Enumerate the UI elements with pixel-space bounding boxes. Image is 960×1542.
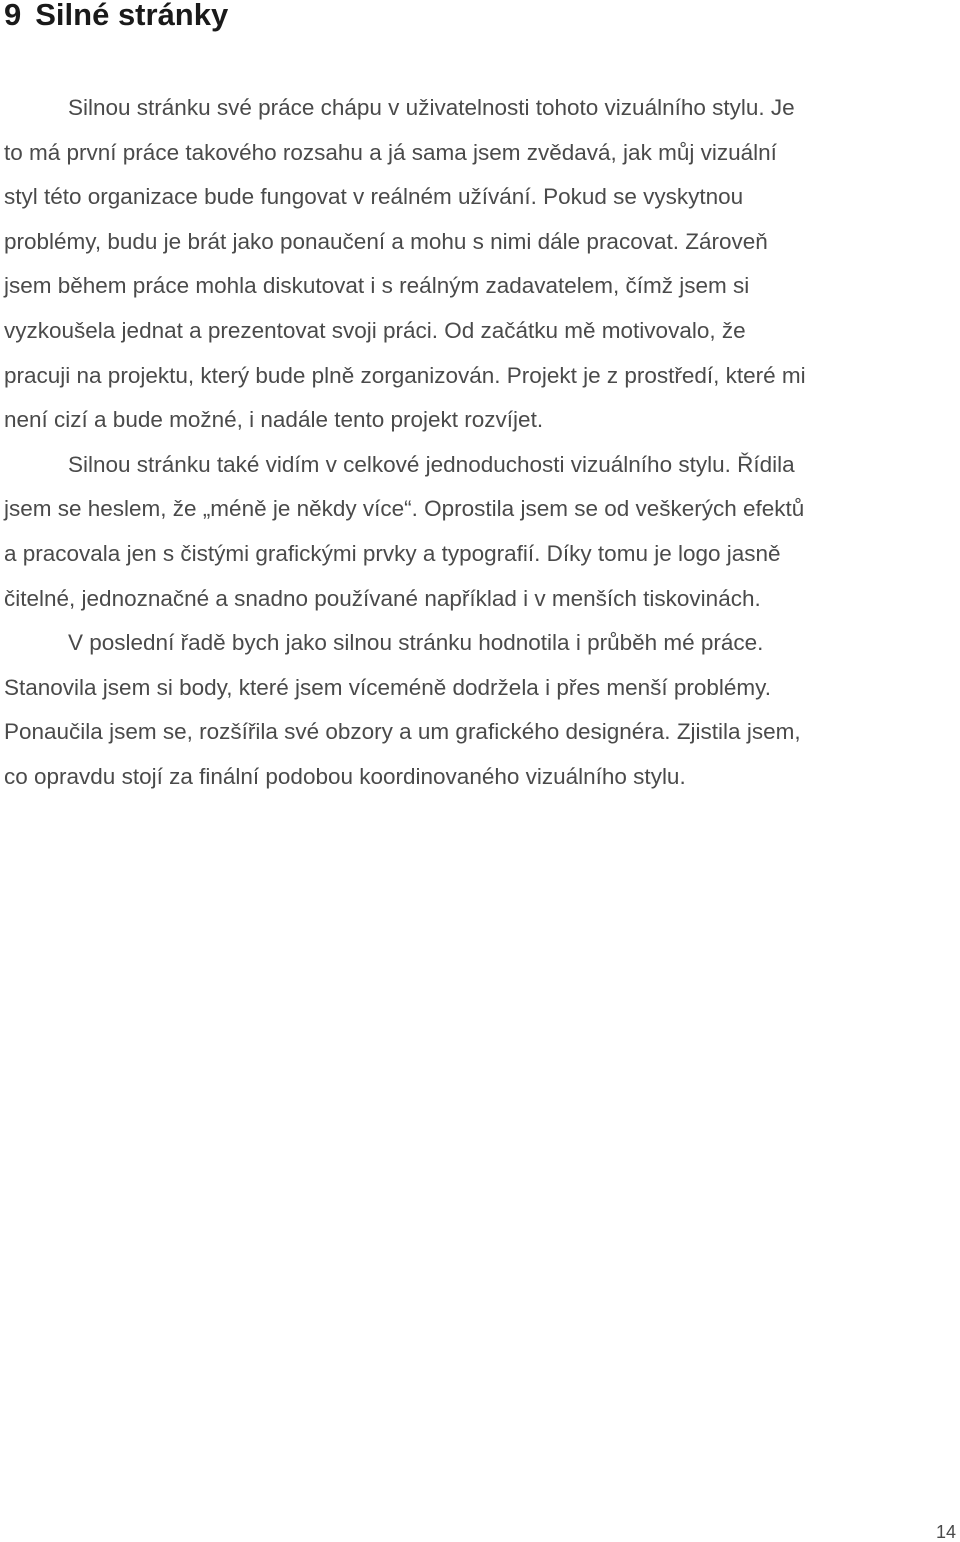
section-heading xyxy=(4,0,228,33)
page-number: 14 xyxy=(935,1522,956,1542)
text-line: Silnou stránku také vidím v celkové jednoduchosti vizuálního stylu. Řídila xyxy=(68,451,795,477)
text-line: není cizí a bude možné, i nadále tento projekt rozvíjet. xyxy=(4,407,544,433)
section-number: 9 xyxy=(4,0,22,32)
text-line: jsem během práce mohla diskutovat i s reálným zadavatelem, čímž jsem si xyxy=(4,273,750,299)
text-line: pracuji na projektu, který bude plně zorganizován. Projekt je z prostředí, které mi xyxy=(4,362,806,388)
section-title: Silné stránky xyxy=(35,0,229,32)
text-line: co opravdu stojí za finální podobou koordinovaného vizuálního stylu. xyxy=(4,763,686,789)
body-text xyxy=(4,86,884,800)
text-line: to má první práce takového rozsahu a já sama jsem zvědavá, jak můj vizuální xyxy=(4,139,777,165)
text-line: Stanovila jsem si body, které jsem víceméně dodržela i přes menší problémy. xyxy=(4,674,771,700)
paragraph-process xyxy=(4,621,884,799)
paragraph-simplicity xyxy=(4,443,884,621)
paragraph-usability xyxy=(4,86,884,443)
text-line: styl této organizace bude fungovat v reálném užívání. Pokud se vyskytnou xyxy=(4,184,744,210)
text-line: jsem se heslem, že „méně je někdy více“. Oprostila jsem se od veškerých efektů xyxy=(4,496,805,522)
text-line: V poslední řadě bych jako silnou stránku hodnotila i průběh mé práce. xyxy=(68,630,764,656)
text-line: Ponaučila jsem se, rozšířila své obzory a um grafického designéra. Zjistila jsem, xyxy=(4,719,801,745)
text-line: vyzkoušela jednat a prezentovat svoji práci. Od začátku mě motivovalo, že xyxy=(4,317,746,343)
text-line: Silnou stránku své práce chápu v uživatelnosti tohoto vizuálního stylu. Je xyxy=(68,95,795,120)
text-line: čitelné, jednoznačné a snadno používané například i v menších tiskovinách. xyxy=(4,585,761,611)
text-line: a pracovala jen s čistými grafickými prvky a typografií. Díky tomu je logo jasně xyxy=(4,540,781,566)
text-line: problémy, budu je brát jako ponaučení a mohu s nimi dále pracovat. Zároveň xyxy=(4,228,768,254)
